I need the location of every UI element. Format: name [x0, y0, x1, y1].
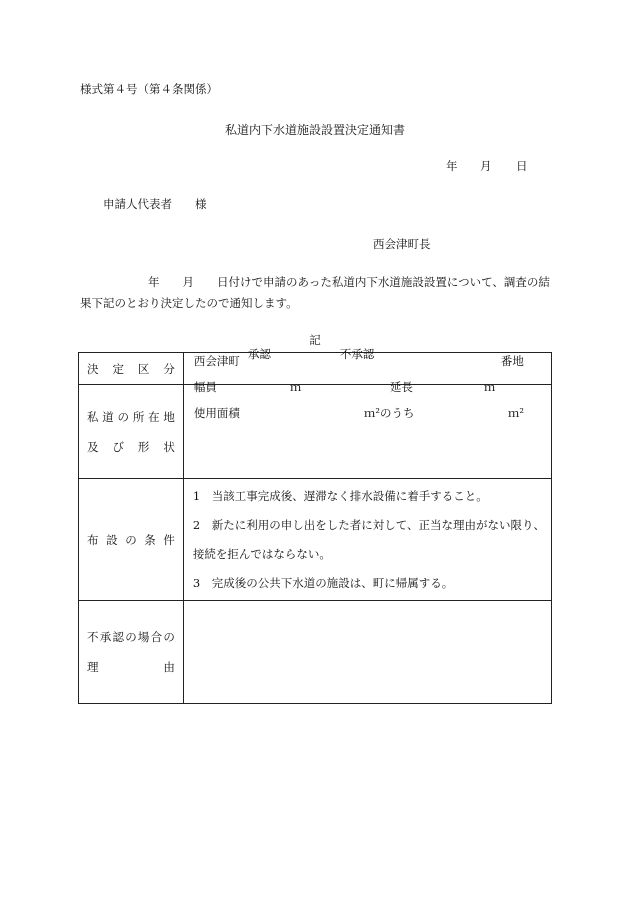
conditions-label: 布設の条件: [79, 479, 184, 601]
date-month: 月: [480, 159, 492, 173]
notice-body-text: 年 月 日付けで申請のあった私道内下水道施設設置について、調査の結果下記のとおり決定したので通知します。: [80, 275, 550, 310]
banchi-label: 番地: [500, 354, 524, 368]
location-label-line2: 及び形状: [87, 439, 175, 454]
date-year: 年: [446, 159, 458, 173]
date-line: [446, 158, 528, 174]
condition-item-3: 3 完成後の公共下水道の施設は、町に帰属する。: [192, 575, 454, 590]
condition-item-1: 1 当該工事完成後、遅滞なく排水設備に着手すること。: [192, 488, 488, 503]
reason-content: [183, 601, 551, 704]
reason-label-line2: 理由: [87, 660, 175, 674]
length-label: 延長: [389, 380, 413, 394]
width-unit: ｍ: [289, 380, 302, 394]
location-label: [79, 385, 184, 479]
width-label: 幅員: [193, 380, 217, 394]
form-number: 様式第４号（第４条関係）: [80, 82, 218, 96]
decision-row: [79, 353, 552, 385]
condition-item-2: 2 新たに利用の申し出をした者に対して、正当な理由がない限り、: [192, 517, 545, 532]
reason-label-line1: 不承認の場合の: [87, 630, 175, 644]
addressee: 申請人代表者 様: [103, 197, 207, 211]
location-row: [79, 385, 552, 479]
town-name: 西会津町: [193, 354, 240, 368]
approve-option: 承認: [247, 347, 271, 361]
ki-heading: 記: [309, 333, 321, 347]
decision-table: [78, 347, 552, 704]
reason-label: [79, 601, 184, 704]
disapprove-option: 不承認: [339, 347, 375, 361]
area-unit: ｍ²: [507, 406, 525, 420]
condition-item-2-cont: 接続を拒んではならない。: [192, 546, 331, 561]
document-title: 私道内下水道施設設置決定通知書: [224, 123, 405, 137]
date-day: 日: [516, 159, 528, 173]
area-label: 使用面積: [193, 406, 240, 420]
length-unit: ｍ: [483, 380, 496, 394]
conditions-list: [183, 479, 551, 601]
issuer: 西会津町長: [373, 237, 431, 251]
decision-label: 決定区分: [79, 353, 184, 385]
area-of: ｍ²のうち: [363, 406, 415, 420]
conditions-row: [79, 479, 552, 601]
location-label-line1: 私道の所在地: [87, 409, 175, 424]
reason-row: [79, 601, 552, 704]
